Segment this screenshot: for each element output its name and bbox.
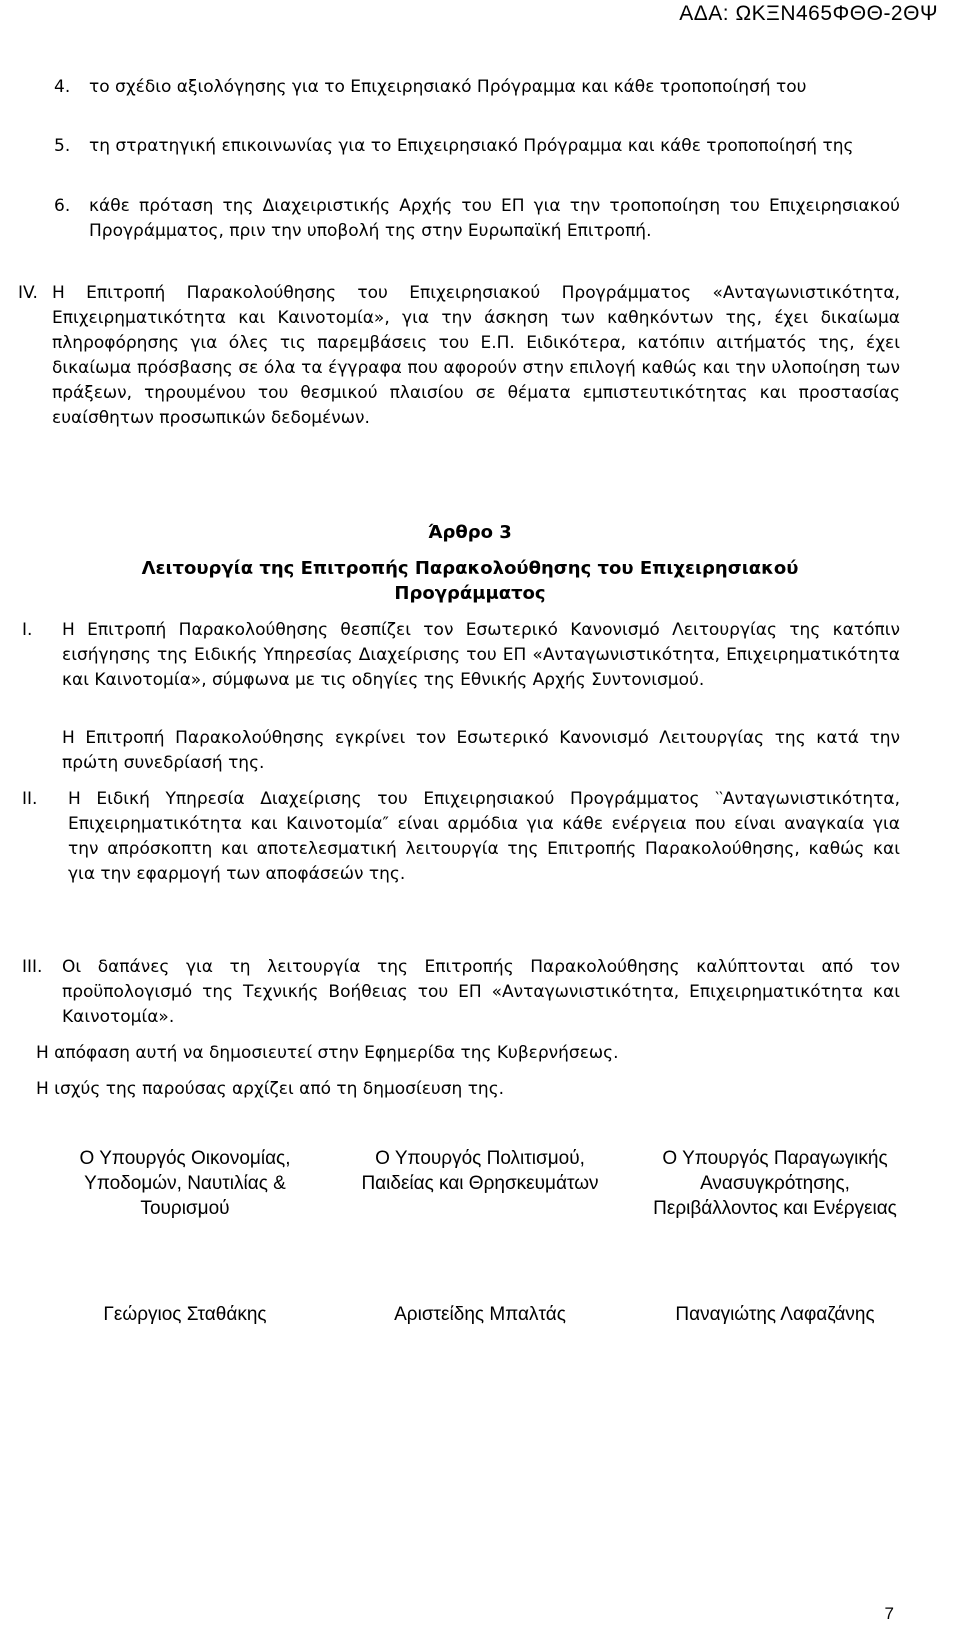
- signatory-title: Ο Υπουργός Παραγωγικής Ανασυγκρότησης, Περιβάλλοντος και Ενέργειας: [653, 1148, 897, 1219]
- section-text: Η Επιτροπή Παρακολούθησης του Επιχειρησιακού Προγράμματος «Ανταγωνιστικότητα, Επιχειρηματικότητα και Καινοτομία», για την άσκηση των καθηκόντων της, έχει δικαίωμα πληροφόρησης για όλες τις παρεμβάσεις του Ε.Π. Ειδικότερα, κατόπιν αιτήματός της, έχει δικαίωμα πρόσβασης σε όλα τα έγγραφα που αφορούν στην επιλογή καθώς και την υλοποίηση των πράξεων, τηρουμένου του θεσμικού πλαισίου σε θέματα εμπιστευτικότητας και προστασίας ευαίσθητων προσωπικών δεδομένων.: [52, 283, 900, 428]
- paragraph-i-continued: [62, 726, 900, 776]
- article-number: Άρθρο 3: [428, 522, 512, 543]
- paragraph-text: Οι δαπάνες για τη λειτουργία της Επιτροπής Παρακολούθησης καλύπτονται από τον προϋπολογισμό της Τεχνικής Βοήθειας του ΕΠ «Ανταγωνιστικότητα, Επιχειρηματικότητα και Καινοτομία».: [62, 957, 900, 1027]
- list-item: [54, 194, 900, 244]
- section-numeral: IV.: [18, 283, 38, 303]
- article-title: Λειτουργία της Επιτροπής Παρακολούθησης του Επιχειρησιακού Προγράμματος: [141, 558, 799, 604]
- paragraph-numeral: II.: [22, 789, 38, 809]
- publication-order: Η απόφαση αυτή να δημοσιευτεί στην Εφημερίδα της Κυβερνήσεως.: [36, 1043, 619, 1063]
- document-ada-code: ΑΔΑ: ΩΚΞΝ465ΦΘΘ-2ΘΨ: [679, 2, 938, 25]
- paragraph-i: [22, 618, 900, 693]
- signatory-name: Παναγιώτης Λαφαζάνης: [675, 1304, 875, 1325]
- list-item: [54, 134, 900, 159]
- signatory-title: Ο Υπουργός Πολιτισμού, Παιδείας και Θρησκευμάτων: [361, 1148, 599, 1194]
- list-item-number: 5.: [54, 136, 71, 156]
- paragraph-numeral: III.: [22, 957, 43, 977]
- list-item-text: κάθε πρόταση της Διαχειριστικής Αρχής του ΕΠ για την τροποποίηση του Επιχειρησιακού Προγράμματος, πριν την υποβολή της στην Ευρωπαϊκή Επιτροπή.: [89, 196, 900, 241]
- effective-date-note: Η ισχύς της παρούσας αρχίζει από τη δημοσίευση της.: [36, 1079, 505, 1099]
- paragraph-text: Η Επιτροπή Παρακολούθησης θεσπίζει τον Εσωτερικό Κανονισμό Λειτουργίας της κατόπιν εισήγησης της Ειδικής Υπηρεσίας Διαχείρισης του ΕΠ «Ανταγωνιστικότητα, Επιχειρηματικότητα και Καινοτομία», σύμφωνα με τις οδηγίες της Εθνικής Αρχής Συντονισμού.: [62, 620, 900, 690]
- signatory-name: Αριστείδης Μπαλτάς: [394, 1304, 566, 1325]
- paragraph-ii: [22, 787, 900, 887]
- list-item-text: τη στρατηγική επικοινωνίας για το Επιχειρησιακό Πρόγραμμα και κάθε τροποποίησή της: [89, 136, 854, 156]
- list-item: [54, 75, 900, 100]
- paragraph-numeral: I.: [22, 620, 33, 640]
- list-item-number: 6.: [54, 196, 71, 216]
- list-item-number: 4.: [54, 77, 71, 97]
- paragraph-iii: [22, 955, 900, 1030]
- list-item-text: το σχέδιο αξιολόγησης για το Επιχειρησιακό Πρόγραμμα και κάθε τροποποίησή του: [89, 77, 807, 97]
- signatory-name: Γεώργιος Σταθάκης: [103, 1304, 267, 1325]
- section-iv: [18, 281, 900, 431]
- paragraph-text: Η Επιτροπή Παρακολούθησης εγκρίνει τον Εσωτερικό Κανονισμό Λειτουργίας της κατά την πρώτη συνεδρίασή της.: [62, 728, 900, 773]
- page-number: 7: [884, 1604, 894, 1623]
- paragraph-text: Η Ειδική Υπηρεσία Διαχείρισης του Επιχειρησιακού Προγράμματος ‵‵Ανταγωνιστικότητα, Επιχειρηματικότητα και Καινοτομία″ είναι αρμόδια για κάθε ενέργεια που είναι αναγκαία για την απρόσκοπτη και αποτελεσματική λειτουργία της Επιτροπής Παρακολούθησης, καθώς και για την εφαρμογή των αποφάσεών της.: [68, 789, 900, 884]
- signatory-title: Ο Υπουργός Οικονομίας, Υποδομών, Ναυτιλίας & Τουρισμού: [79, 1148, 291, 1219]
